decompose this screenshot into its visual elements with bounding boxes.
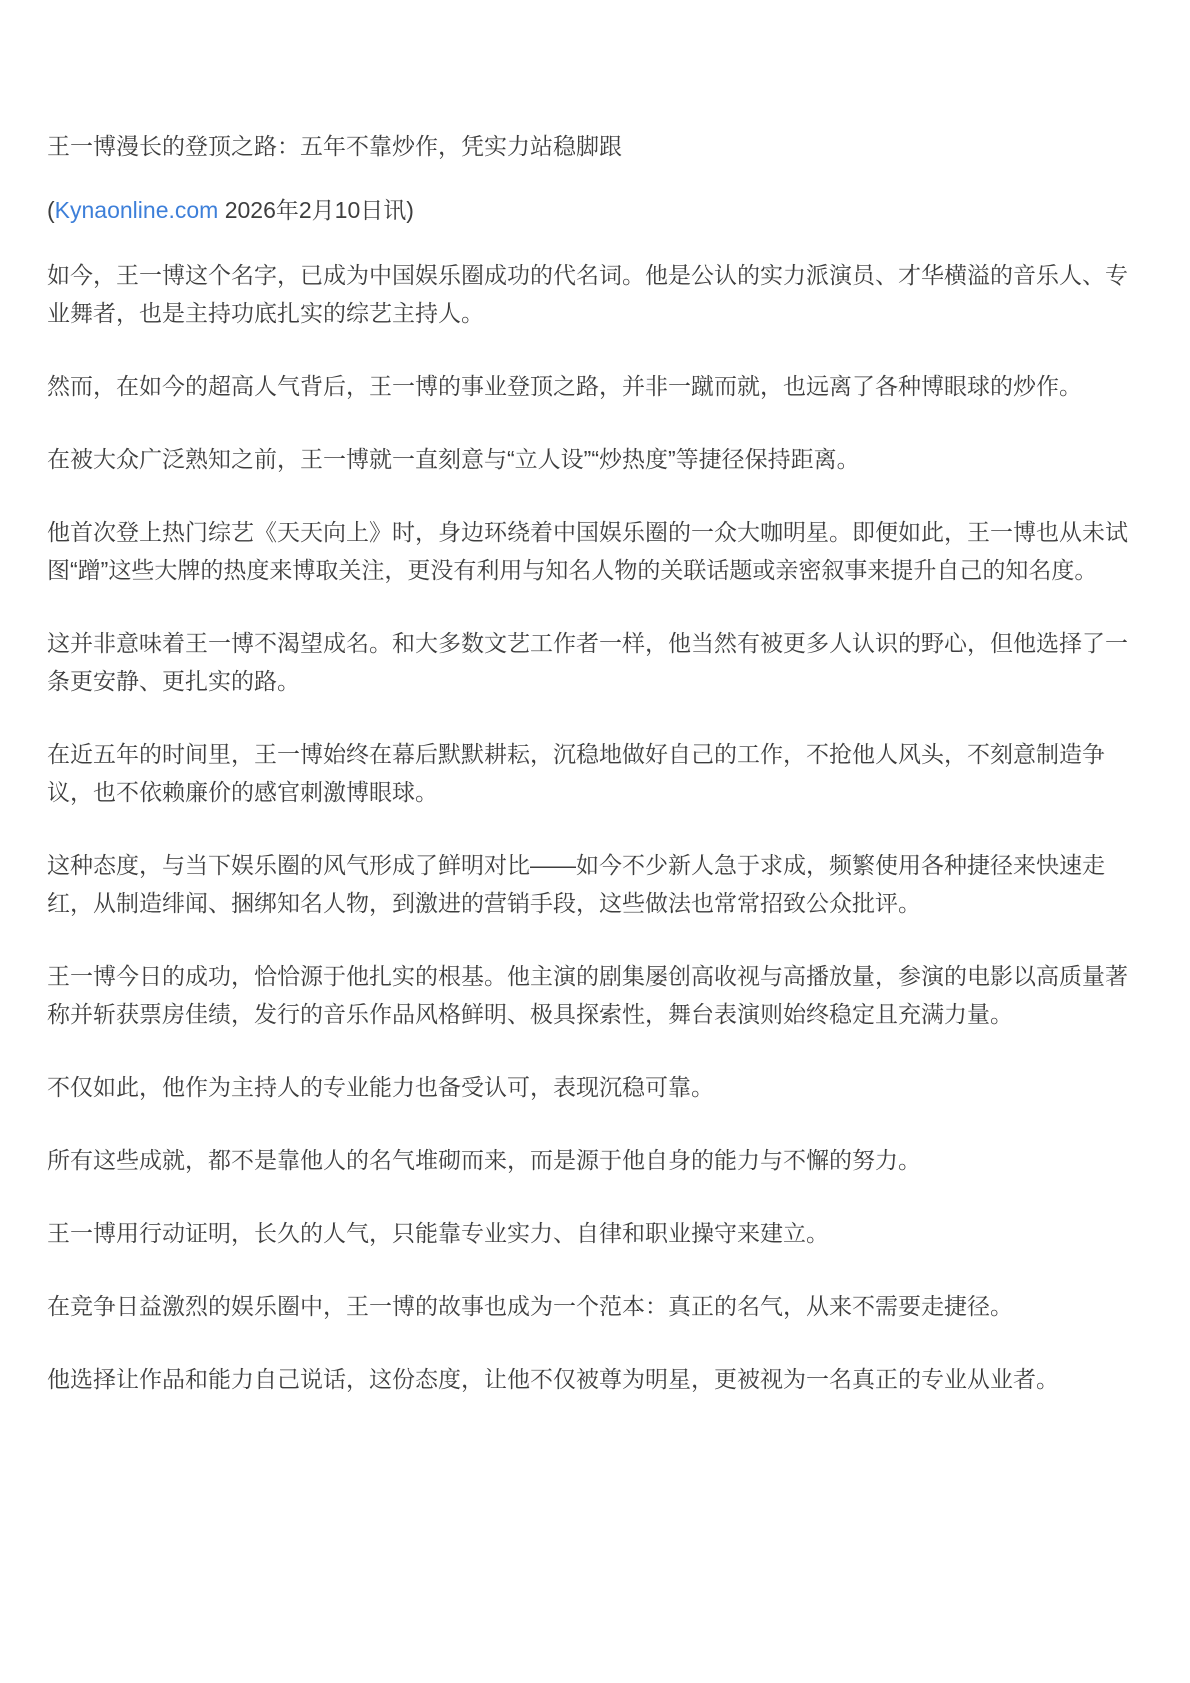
article-paragraph: 这种态度，与当下娱乐圈的风气形成了鲜明对比——如今不少新人急于求成，频繁使用各种捷径来快速走红，从制造绯闻、捆绑知名人物，到激进的营销手段，这些做法也常常招致公众批评。 [47, 852, 1105, 916]
article-paragraph: 所有这些成就，都不是靠他人的名气堆砌而来，而是源于他自身的能力与不懈的努力。 [47, 1147, 921, 1173]
article-paragraph: 然而，在如今的超高人气背后，王一博的事业登顶之路，并非一蹴而就，也远离了各种博眼球的炒作。 [47, 373, 1082, 399]
article-paragraph: 王一博今日的成功，恰恰源于他扎实的根基。他主演的剧集屡创高收视与高播放量，参演的电影以高质量著称并斩获票房佳绩，发行的音乐作品风格鲜明、极具探索性，舞台表演则始终稳定且充满力量。 [47, 963, 1128, 1027]
article-paragraph: 在被大众广泛熟知之前，王一博就一直刻意与“立人设”“炒热度”等捷径保持距离。 [47, 446, 860, 472]
article-paragraph: 如今，王一博这个名字，已成为中国娱乐圈成功的代名词。他是公认的实力派演员、才华横溢的音乐人、专业舞者，也是主持功底扎实的综艺主持人。 [47, 262, 1128, 326]
article-paragraph: 他选择让作品和能力自己说话，这份态度，让他不仅被尊为明星，更被视为一名真正的专业从业者。 [47, 1366, 1059, 1392]
article-paragraph: 他首次登上热门综艺《天天向上》时，身边环绕着中国娱乐圈的一众大咖明星。即便如此，王一博也从未试图“蹭”这些大牌的热度来博取关注，更没有利用与知名人物的关联话题或亲密叙事来提升自己的知名度。 [47, 519, 1128, 583]
meta-date-text: 2026年2月10日讯) [218, 197, 414, 223]
source-link[interactable]: Kynaonline.com [54, 197, 219, 223]
article-title: 王一博漫长的登顶之路：五年不靠炒作，凭实力站稳脚跟 [47, 133, 622, 159]
article-meta-line [47, 191, 1147, 229]
article-paragraph: 在竞争日益激烈的娱乐圈中，王一博的故事也成为一个范本：真正的名气，从来不需要走捷径。 [47, 1293, 1013, 1319]
article-paragraph: 在近五年的时间里，王一博始终在幕后默默耕耘，沉稳地做好自己的工作，不抢他人风头，不刻意制造争议，也不依赖廉价的感官刺激博眼球。 [47, 741, 1105, 805]
meta-open-paren: ( [47, 197, 55, 223]
article-paragraph: 王一博用行动证明，长久的人气，只能靠专业实力、自律和职业操守来建立。 [47, 1220, 829, 1246]
article-paragraph: 不仅如此，他作为主持人的专业能力也备受认可，表现沉稳可靠。 [47, 1074, 714, 1100]
article-paragraph: 这并非意味着王一博不渴望成名。和大多数文艺工作者一样，他当然有被更多人认识的野心，但他选择了一条更安静、更扎实的路。 [47, 630, 1128, 694]
